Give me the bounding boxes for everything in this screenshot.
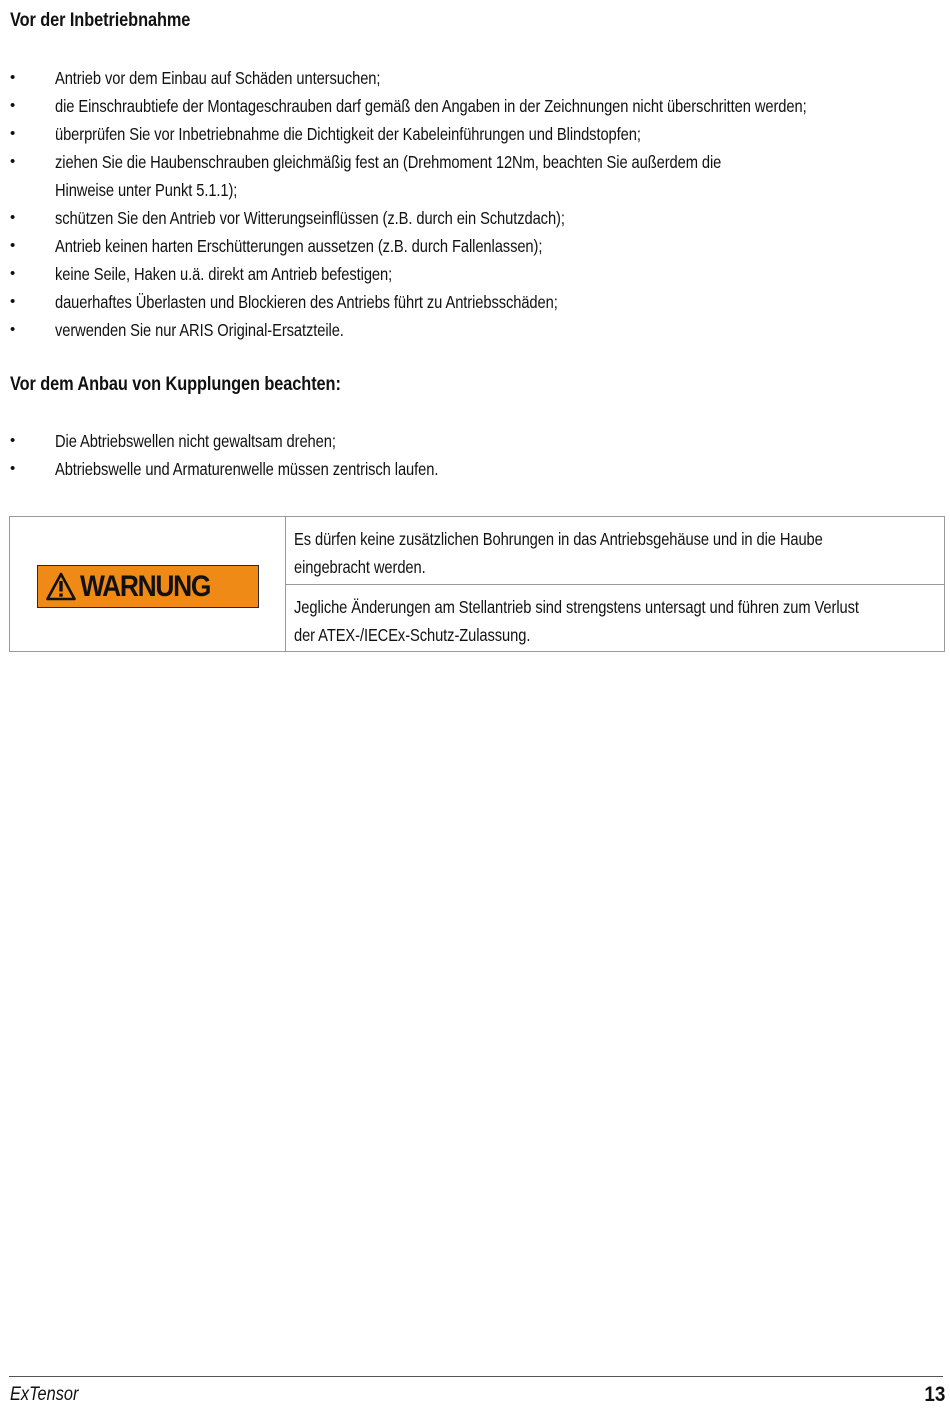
section-heading-couplings: Vor dem Anbau von Kupplungen beachten:	[10, 374, 341, 395]
list-item-text: Antrieb vor dem Einbau auf Schäden untersuchen;	[55, 68, 381, 88]
list-item	[0, 92, 950, 120]
bullet-icon: •	[10, 125, 16, 142]
bullet-icon: •	[10, 265, 16, 282]
warning-box	[9, 516, 945, 652]
warning-message-line1: Jegliche Änderungen am Stellantrieb sind strengstens untersagt und führen zum Verlust	[294, 597, 859, 617]
bullet-icon: •	[10, 97, 16, 114]
list-item	[0, 204, 950, 232]
list-item	[0, 260, 950, 288]
list-item	[0, 64, 950, 92]
couplings-list	[0, 427, 950, 483]
list-item-text: überprüfen Sie vor Inbetriebnahme die Dichtigkeit der Kabeleinführungen und Blindstopfen;	[55, 124, 641, 144]
list-item-text: schützen Sie den Antrieb vor Witterungseinflüssen (z.B. durch ein Schutzdach);	[55, 208, 565, 228]
list-item	[0, 120, 950, 148]
warning-message-line1: Es dürfen keine zusätzlichen Bohrungen in das Antriebsgehäuse und in die Haube	[294, 529, 823, 549]
bullet-icon: •	[10, 321, 16, 338]
list-item-text: Die Abtriebswellen nicht gewaltsam drehen;	[55, 431, 336, 451]
list-item	[0, 316, 950, 344]
section-heading-commissioning: Vor der Inbetriebnahme	[10, 10, 191, 31]
list-item-text-line2: Hinweise unter Punkt 5.1.1);	[55, 180, 238, 200]
bullet-icon: •	[10, 209, 16, 226]
list-item-text-line1: ziehen Sie die Haubenschrauben gleichmäßig fest an (Drehmoment 12Nm, beachten Sie außerdem die	[55, 152, 722, 172]
warning-label-cell	[10, 517, 286, 651]
list-item	[0, 148, 950, 204]
footer-divider	[9, 1376, 943, 1377]
list-item-text: keine Seile, Haken u.ä. direkt am Antrieb befestigen;	[55, 264, 393, 284]
list-item	[0, 427, 950, 455]
list-item-text: dauerhaftes Überlasten und Blockieren des Antriebs führt zu Antriebsschäden;	[55, 292, 558, 312]
warning-message	[294, 593, 950, 649]
warning-message	[294, 525, 923, 581]
warning-message-line2: eingebracht werden.	[294, 557, 426, 577]
commissioning-list	[0, 64, 950, 344]
warning-label-text: WARNUNG	[80, 570, 211, 603]
bullet-icon: •	[10, 69, 16, 86]
bullet-icon: •	[10, 460, 16, 477]
page-number: 13	[923, 1383, 945, 1406]
divider	[286, 584, 944, 585]
bullet-icon: •	[10, 293, 16, 310]
warning-label	[37, 565, 259, 608]
list-item	[0, 288, 950, 316]
list-item-text: die Einschraubtiefe der Montageschrauben darf gemäß den Angaben in der Zeichnungen nicht überschritten werden;	[55, 96, 807, 116]
bullet-icon: •	[10, 432, 16, 449]
bullet-icon: •	[10, 153, 16, 170]
warning-messages-cell	[286, 517, 944, 651]
warning-triangle-icon	[46, 572, 76, 601]
bullet-icon: •	[10, 237, 16, 254]
warning-message-line2: der ATEX-/IECEx-Schutz-Zulassung.	[294, 625, 531, 645]
list-item-text: Antrieb keinen harten Erschütterungen aussetzen (z.B. durch Fallenlassen);	[55, 236, 543, 256]
list-item	[0, 232, 950, 260]
list-item	[0, 455, 950, 483]
footer-product-name: ExTensor	[10, 1384, 79, 1405]
list-item-text: Abtriebswelle und Armaturenwelle müssen zentrisch laufen.	[55, 459, 439, 479]
list-item-text: verwenden Sie nur ARIS Original-Ersatzteile.	[55, 320, 344, 340]
